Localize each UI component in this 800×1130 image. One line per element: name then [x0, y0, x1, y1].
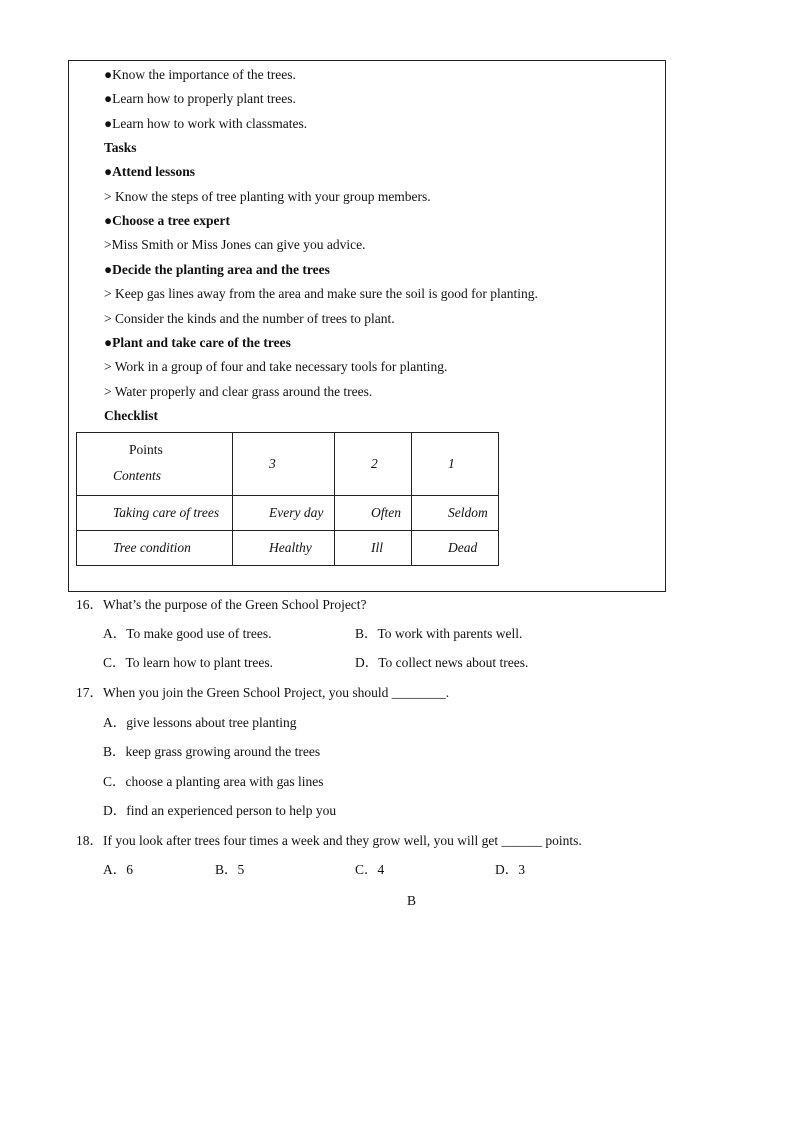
cell-value: Seldom [412, 496, 499, 531]
checklist-table [76, 432, 499, 566]
row-content: Tree condition [77, 531, 233, 566]
option-d[interactable]: D．3 [495, 862, 525, 877]
task-detail: > Keep gas lines away from the area and make sure the soil is good for planting. [104, 286, 538, 301]
question-stem: 18．If you look after trees four times a week and they grow well, you will get ______ points. [76, 833, 582, 848]
points-column-3: 3 [233, 433, 335, 496]
option-c[interactable]: C．choose a planting area with gas lines [103, 774, 324, 789]
task-heading-plant: ●Plant and take care of the trees [104, 335, 291, 350]
option-d[interactable]: D．To collect news about trees. [355, 655, 529, 670]
task-detail: > Know the steps of tree planting with your group members. [104, 189, 431, 204]
goal-line-2: ●Learn how to properly plant trees. [104, 91, 296, 106]
question-stem: 16．What’s the purpose of the Green School Project? [76, 597, 367, 612]
task-detail: >Miss Smith or Miss Jones can give you advice. [104, 237, 366, 252]
goal-line-3: ●Learn how to work with classmates. [104, 116, 308, 131]
task-detail: > Consider the kinds and the number of trees to plant. [104, 311, 395, 326]
cell-value: Dead [412, 531, 499, 566]
row-content: Taking care of trees [77, 496, 233, 531]
table-row [77, 531, 499, 566]
goal-line-1: ●Know the importance of the trees. [104, 67, 296, 82]
checklist-heading: Checklist [104, 408, 158, 423]
cell-value: Often [335, 496, 412, 531]
task-heading-expert: ●Choose a tree expert [104, 213, 230, 228]
header-points: Points [129, 442, 163, 457]
option-a[interactable]: A．6 [103, 862, 133, 877]
task-heading-decide: ●Decide the planting area and the trees [104, 262, 330, 277]
task-detail: > Work in a group of four and take necessary tools for planting. [104, 359, 448, 374]
task-heading-attend: ●Attend lessons [104, 164, 196, 179]
header-contents: Contents [113, 468, 162, 483]
points-column-2: 2 [335, 433, 412, 496]
option-b[interactable]: B．To work with parents well. [355, 626, 523, 641]
option-b[interactable]: B．5 [215, 862, 245, 877]
cell-value: Every day [233, 496, 335, 531]
section-label: B [407, 893, 417, 908]
table-header-row [77, 433, 499, 496]
tasks-heading: Tasks [104, 140, 137, 155]
points-column-1: 1 [412, 433, 499, 496]
cell-value: Ill [335, 531, 412, 566]
cell-value: Healthy [233, 531, 335, 566]
question-stem: 17．When you join the Green School Project, you should ________. [76, 685, 450, 700]
option-b[interactable]: B．keep grass growing around the trees [103, 744, 321, 759]
table-row [77, 496, 499, 531]
option-a[interactable]: A．To make good use of trees. [103, 626, 272, 641]
option-c[interactable]: C．4 [355, 862, 385, 877]
option-a[interactable]: A．give lessons about tree planting [103, 715, 297, 730]
header-diagonal-cell [77, 433, 233, 496]
option-c[interactable]: C．To learn how to plant trees. [103, 655, 274, 670]
option-d[interactable]: D．find an experienced person to help you [103, 803, 337, 818]
task-detail: > Water properly and clear grass around the trees. [104, 384, 373, 399]
